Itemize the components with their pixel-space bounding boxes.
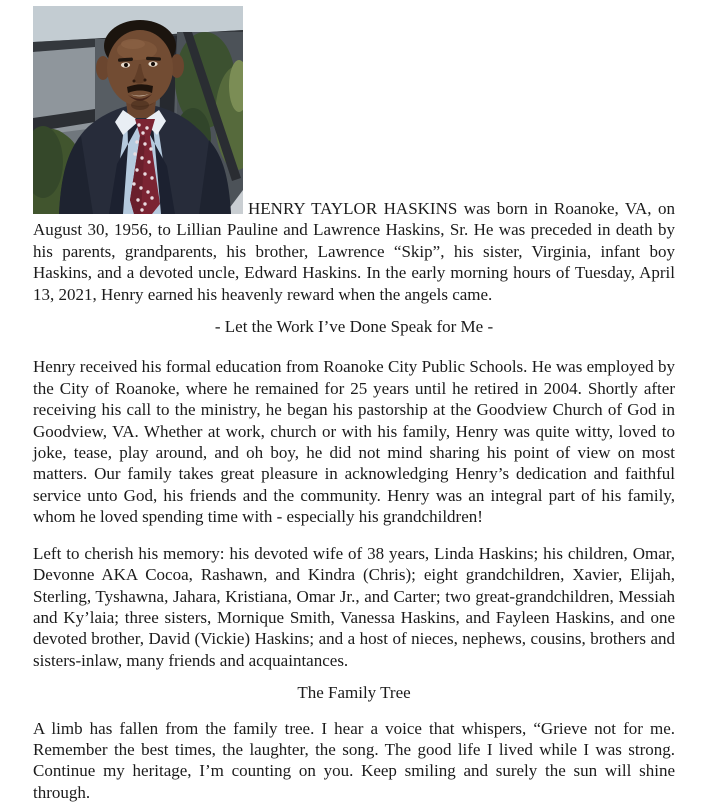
family-paragraph: Left to cherish his memory: his devoted wife of 38 years, Linda Haskins; his children, Omar, Devonne AKA Cocoa, Rashawn, and Kindra (Chris); eight grandchildren, Xavier, Elijah, Sterling, Tyshawna, Jahara, Kristiana, Omar Jr., and Carter; two great-grandchildren, Messiah and Ky’laia; three sisters, Mornique Smith, Vanessa Haskins, and Fayleen Haskins, and one devoted brother, David (Vickie) Haskins; and a host of nieces, nephews, cousins, brothers and sisters-inlaw, many friends and acquaintances. bbox=[33, 543, 675, 670]
section-heading-work: - Let the Work I’ve Done Speak for Me - bbox=[214, 317, 494, 337]
forehead-highlight bbox=[121, 39, 145, 49]
portrait-photo-illustration bbox=[33, 6, 243, 214]
section-heading-family-tree: The Family Tree bbox=[297, 683, 411, 703]
portrait-photo bbox=[33, 6, 243, 214]
intro-paragraph bbox=[33, 6, 675, 305]
right-pupil bbox=[151, 62, 155, 66]
chin-shadow bbox=[131, 100, 149, 110]
left-pupil bbox=[124, 63, 128, 67]
left-nostril bbox=[133, 80, 136, 83]
biography-paragraph: Henry received his formal education from Roanoke City Public Schools. He was employed by the City of Roanoke, where he remained for 25 years until he retired in 2004. Shortly after receiving his call to the ministry, he began his pastorship at the Goodview Church of God in Goodview, VA. Whether at work, church or with his family, Henry was quite witty, loved to joke, tease, play around, and oh boy, he did not mind sharing his point of view on most matters. Our family takes great pleasure in acknowledging Henry’s dedication and faithful service unto God, his friends and the community. Henry was an integral part of his family, whom he loved spending time with - especially his grandchildren! bbox=[33, 357, 675, 527]
intro-text: HENRY TAYLOR HASKINS was born in Roanoke, VA, on August 30, 1956, to Lillian Pauline and Lawrence Haskins, Sr. He was preceded in death by his parents, grandparents, his brother, Lawrence “Skip”, his sister, Virginia, infant boy Haskins, and a devoted uncle, Edward Haskins. In the early morning hours of Tuesday, April 13, 2021, Henry earned his heavenly reward when the angels came. bbox=[33, 199, 675, 304]
poem-paragraph: A limb has fallen from the family tree. I hear a voice that whispers, “Grieve not for me. Remember the best times, the laughter, the song. The good life I lived while I was strong. Continue my heritage, I’m counting on you. Keep smiling and surely the sun will shine through. bbox=[33, 718, 675, 802]
right-nostril bbox=[144, 79, 147, 82]
